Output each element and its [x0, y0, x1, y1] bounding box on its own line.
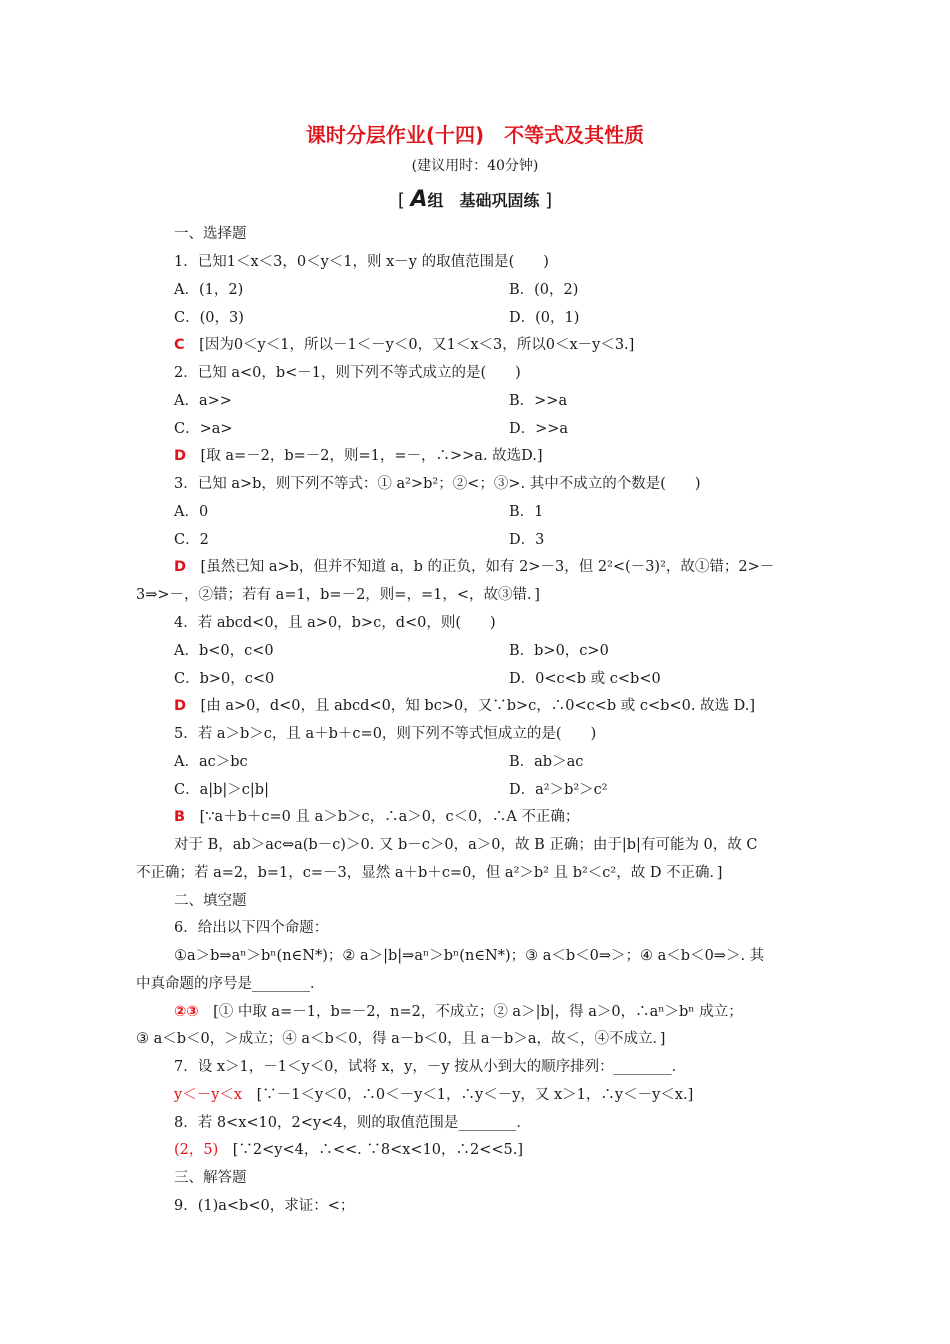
line-text: [① 中取 a=－1，b=－2，n=2，不成立；② a＞|b|，得 a＞0，∴aⁿ＞bⁿ 成立；	[213, 1004, 743, 1020]
answer-value: (2，5)	[174, 1142, 233, 1158]
line-text: A．b<0，c<0	[174, 643, 274, 659]
text-line	[174, 335, 634, 355]
text-line	[174, 1113, 531, 1133]
line-text: C．b>0，c<0	[174, 671, 275, 687]
text-line	[174, 1085, 693, 1105]
option-right: B．b>0，c>0	[509, 643, 609, 659]
text-line	[174, 613, 496, 633]
answer-key: D	[174, 559, 201, 575]
text-line	[174, 1196, 354, 1216]
text-line	[136, 974, 325, 994]
line-text: 4．若 abcd<0，且 a>0，b>c，d<0，则( )	[174, 615, 496, 631]
option-right: D．(0，1)	[509, 310, 580, 326]
line-text: ①a＞b⇒aⁿ＞bⁿ(n∈N*)；② a＞|b|⇒aⁿ＞bⁿ(n∈N*)；③ a＜b＜0⇒＞；④ a＜b＜0⇒＞. 其	[174, 948, 765, 964]
line-text: 3．已知 a>b，则下列不等式：① a²>b²；②<；③>. 其中不成立的个数是( )	[174, 476, 701, 492]
page-title: 课时分层作业(十四) 不等式及其性质	[305, 123, 645, 147]
line-text: 8．若 8<x<10，2<y<4，则的取值范围是________．	[174, 1115, 531, 1131]
text-line	[174, 224, 247, 244]
option-right: B．>>a	[509, 393, 568, 409]
line-text: 7．设 x＞1，－1＜y＜0，试将 x，y，－y 按从小到大的顺序排列：________．	[174, 1059, 687, 1075]
text-line	[174, 363, 521, 383]
text-line	[174, 724, 596, 744]
line-text: A．0	[174, 504, 209, 520]
text-line	[174, 835, 757, 855]
text-line	[174, 502, 208, 522]
suggested-time: (建议用时：40分钟)	[411, 158, 539, 174]
option-right: B．(0，2)	[509, 282, 579, 298]
text-line	[174, 669, 274, 689]
group-bracket-open: [	[397, 190, 405, 211]
line-text: C．a|b|＞c|b|	[174, 782, 269, 798]
option-right: B．1	[509, 504, 544, 520]
text-line	[136, 585, 540, 605]
text-line	[174, 446, 543, 466]
text-line	[174, 891, 247, 911]
text-line	[174, 1002, 743, 1022]
text-line	[174, 474, 701, 494]
group-text: 组 基础巩固练	[427, 191, 540, 210]
text-line	[174, 530, 209, 550]
group-bracket-close: ]	[545, 190, 553, 211]
option-right: D．0<c<b 或 c<b<0	[509, 671, 661, 687]
answer-key: C	[174, 337, 200, 353]
line-text: A．ac＞bc	[174, 754, 248, 770]
line-text: 三、解答题	[174, 1170, 247, 1186]
answer-key: D	[174, 448, 201, 464]
option-right: D．3	[509, 532, 545, 548]
text-line	[136, 1029, 665, 1049]
option-right: B．ab＞ac	[509, 754, 584, 770]
line-text: 3⇒>－，②错；若有 a=1，b=－2，则=，=1，<，故③错．]	[136, 587, 540, 603]
text-line	[174, 308, 244, 328]
line-text: 9．(1)a<b<0，求证：<；	[174, 1198, 355, 1214]
text-line	[174, 641, 274, 661]
text-line	[174, 780, 269, 800]
line-text: 1．已知1＜x＜3，0＜y＜1，则 x－y 的取值范围是( )	[174, 254, 549, 270]
line-text: [由 a>0，d<0，且 abcd<0，知 bc>0，又∵b>c，∴0<c<b 或 c<b<0. 故选 D.]	[200, 698, 756, 714]
answer-key: D	[174, 698, 201, 714]
text-line	[174, 252, 549, 272]
line-text: 中真命题的序号是________．	[136, 976, 325, 992]
answer-key: B	[174, 809, 200, 825]
text-line	[174, 918, 328, 938]
text-line	[174, 807, 579, 827]
line-text: [取 a=－2，b=－2，则=1，=－，∴>>a. 故选D.]	[200, 448, 543, 464]
text-line	[174, 391, 232, 411]
line-text: 6．给出以下四个命题：	[174, 920, 329, 936]
option-right: D．a²＞b²＞c²	[509, 782, 608, 798]
group-letter: A	[410, 187, 428, 212]
line-text: 5．若 a＞b＞c，且 a＋b＋c=0，则下列不等式恒成立的是( )	[174, 726, 597, 742]
line-text: C．>a>	[174, 421, 233, 437]
text-line	[136, 863, 722, 883]
line-text: 二、填空题	[174, 893, 247, 909]
answer-key: ②③	[174, 1004, 214, 1020]
text-line	[174, 696, 755, 716]
line-text: ③ a＜b＜0，＞成立；④ a＜b＜0，得 a－b＜0，且 a－b＞a，故＜，④不成立．]	[136, 1031, 666, 1047]
line-text: [∵2<y<4，∴<<. ∵8<x<10，∴2<<5.]	[232, 1142, 524, 1158]
line-text: C．(0，3)	[174, 310, 244, 326]
text-line	[174, 1140, 523, 1160]
line-text: 一、选择题	[174, 226, 247, 242]
option-right: D．>>a	[509, 421, 569, 437]
line-text: A．(1，2)	[174, 282, 244, 298]
group-label	[0, 188, 950, 213]
text-line	[174, 946, 764, 966]
line-text: [∵－1＜y＜0，∴0＜－y＜1，∴y＜－y，又 x＞1，∴y＜－y＜x.]	[256, 1087, 694, 1103]
line-text: [因为0＜y＜1，所以－1＜－y＜0，又1＜x＜3，所以0＜x－y＜3.]	[199, 337, 635, 353]
line-text: C．2	[174, 532, 209, 548]
line-text: 2．已知 a<0，b<－1，则下列不等式成立的是( )	[174, 365, 521, 381]
line-text: [∵a＋b＋c=0 且 a＞b＞c，∴a＞0，c＜0，∴A 不正确；	[199, 809, 580, 825]
text-line	[174, 1057, 686, 1077]
text-line	[174, 557, 774, 577]
line-text: 对于 B，ab＞ac⇔a(b－c)＞0. 又 b－c＞0，a＞0，故 B 正确；由于|b|有可能为 0，故 C	[174, 837, 758, 853]
text-line	[174, 280, 243, 300]
text-line	[174, 752, 248, 772]
line-text: A．a>>	[174, 393, 232, 409]
line-text: 不正确；若 a=2，b=1，c=－3，显然 a＋b＋c=0，但 a²＞b² 且 b²＜c²，故 D 不正确．]	[136, 865, 723, 881]
answer-value: y＜－y＜x	[174, 1087, 257, 1103]
text-line	[174, 419, 233, 439]
text-line	[174, 1168, 247, 1188]
line-text: [虽然已知 a>b，但并不知道 a，b 的正负，如有 2>－3，但 2²<(－3)²，故①错；2>－	[200, 559, 775, 575]
